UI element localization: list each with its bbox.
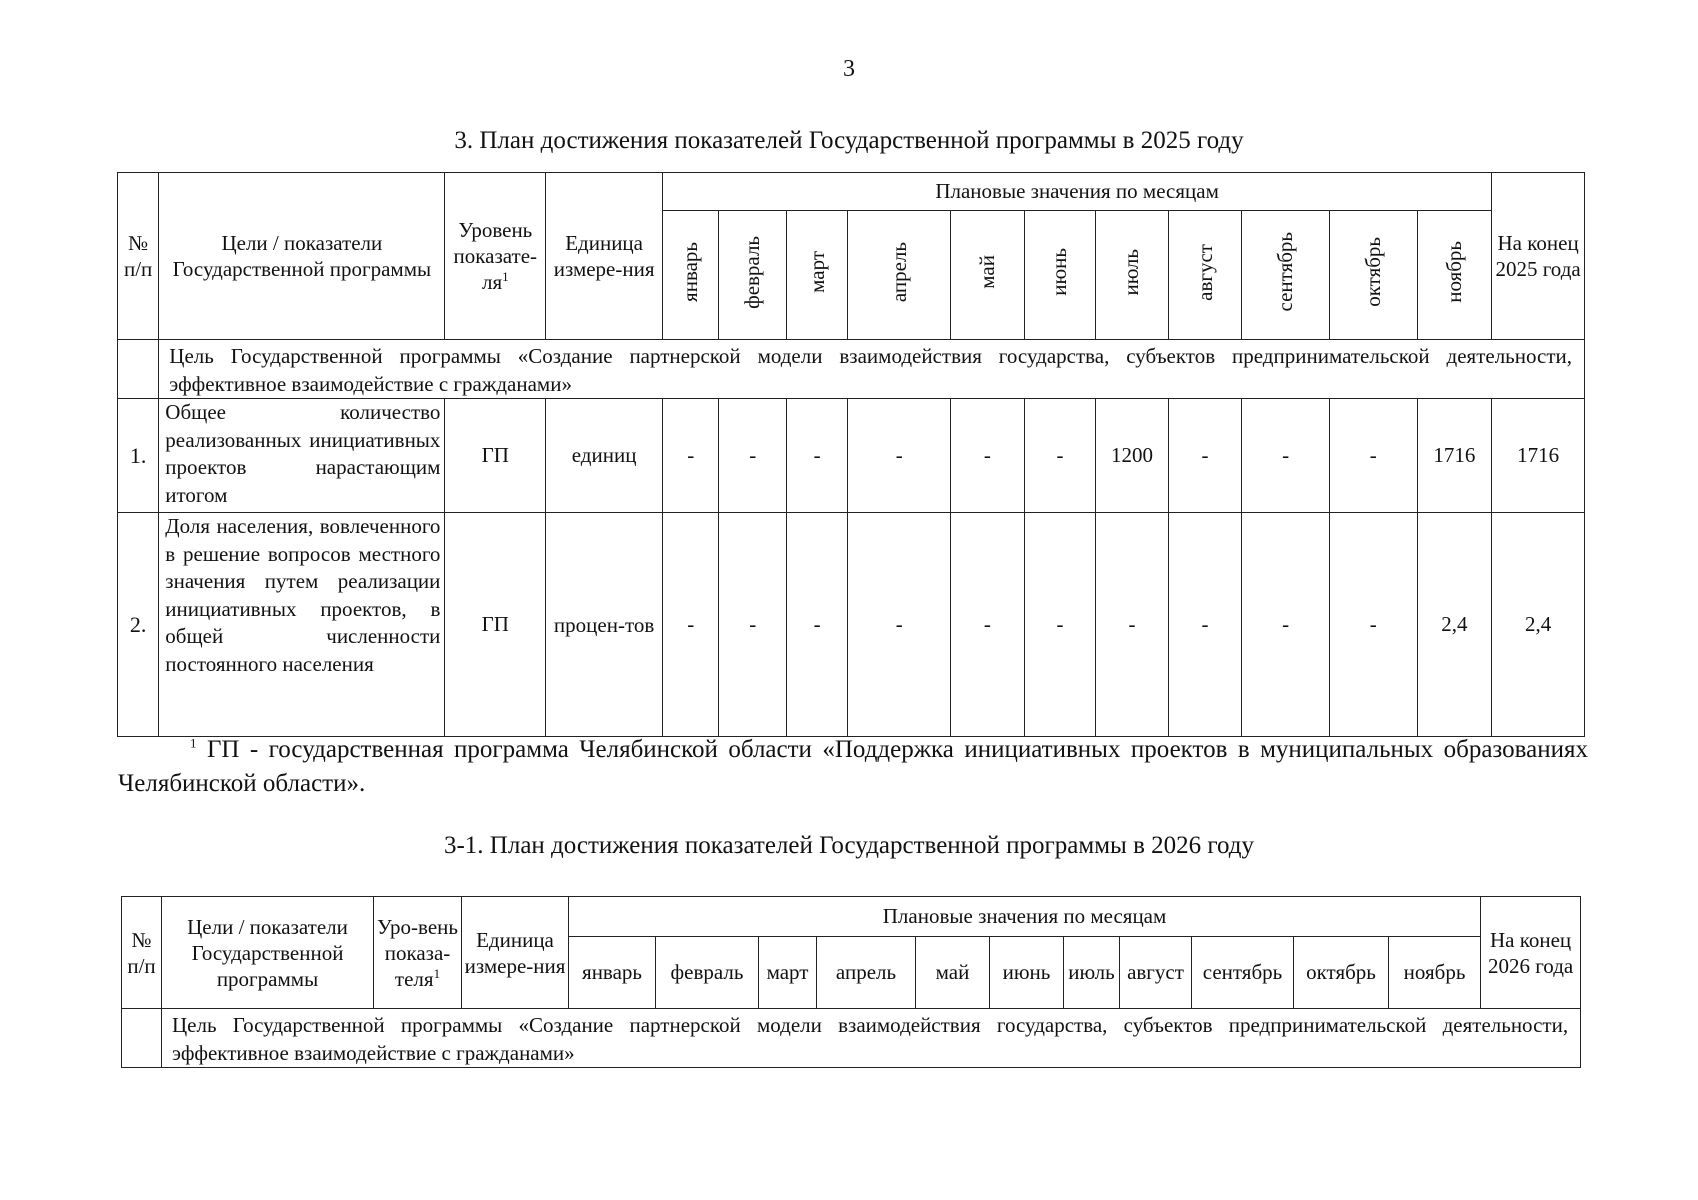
month-value: - <box>1242 513 1330 737</box>
footnote-text: ГП - государственная программа Челябинской области «Поддержка инициативных проектов в муниципальных образованиях Челябинской области». <box>118 736 1588 797</box>
month-header: май <box>916 937 990 1009</box>
month-header: ноябрь <box>1389 937 1481 1009</box>
month-value: - <box>786 399 847 513</box>
header-num: № п/п <box>118 173 159 340</box>
goal-num-cell <box>118 340 159 399</box>
header-goals: Цели / показатели Государственной программы <box>162 897 374 1009</box>
header-num: № п/п <box>122 897 162 1009</box>
header-level: Уровень показате-$ля^1$ <box>445 173 546 340</box>
month-value: - <box>951 399 1025 513</box>
section-1-heading: 3. План достижения показателей Государственной программы в 2025 году <box>454 127 1244 154</box>
month-value: 2,4 <box>1417 513 1492 737</box>
header-end: На конец 2026 года <box>1481 897 1581 1009</box>
plan-2026-table <box>121 896 1581 1068</box>
month-header: февраль <box>719 211 787 340</box>
page-number: 3 <box>843 56 855 82</box>
month-header: август <box>1168 211 1242 340</box>
row-num: 1. <box>118 399 159 513</box>
indicator-level: ГП <box>445 399 546 513</box>
month-value: - <box>663 399 719 513</box>
month-value: - <box>951 513 1025 737</box>
month-value: - <box>663 513 719 737</box>
footnote <box>118 733 1588 801</box>
month-value: - <box>1329 399 1417 513</box>
month-header: январь <box>569 937 656 1009</box>
month-value: - <box>1096 513 1169 737</box>
month-header: ноябрь <box>1417 211 1492 340</box>
end-value: 2,4 <box>1492 513 1585 737</box>
month-header: май <box>951 211 1025 340</box>
end-value: 1716 <box>1492 399 1585 513</box>
header-monthly: Плановые значения по месяцам <box>663 173 1492 211</box>
month-value: 1716 <box>1417 399 1492 513</box>
month-value: - <box>1329 513 1417 737</box>
goal-num-cell <box>122 1009 162 1068</box>
month-value: - <box>719 513 787 737</box>
month-header: июль <box>1096 211 1169 340</box>
indicator-unit: единиц <box>546 399 663 513</box>
header-unit: Единица измере-ния <box>462 897 569 1009</box>
header-end: На конец 2025 года <box>1492 173 1585 340</box>
month-header: июнь <box>1024 211 1096 340</box>
indicator-name: Общее количество реализованных инициативных проектов нарастающим итогом <box>159 399 445 513</box>
goal-text: Цель Государственной программы «Создание партнерской модели взаимодействия государства, субъектов предпринимательской деятельности, эффективное взаимодействие с гражданами» <box>162 1009 1581 1068</box>
month-value: - <box>786 513 847 737</box>
goal-text: Цель Государственной программы «Создание партнерской модели взаимодействия государства, субъектов предпринимательской деятельности, эффективное взаимодействие с гражданами» <box>159 340 1585 399</box>
month-value: - <box>848 399 951 513</box>
month-header: февраль <box>656 937 759 1009</box>
table-row <box>118 399 1585 513</box>
month-value: - <box>719 399 787 513</box>
month-value: - <box>1168 399 1242 513</box>
month-value: - <box>848 513 951 737</box>
month-header: октябрь <box>1294 937 1389 1009</box>
month-header: январь <box>663 211 719 340</box>
month-header: апрель <box>817 937 916 1009</box>
month-header: август <box>1120 937 1192 1009</box>
header-level: Уро-вень показа-теля$^1$ <box>374 897 462 1009</box>
month-header: сентябрь <box>1192 937 1294 1009</box>
month-header: июль <box>1064 937 1120 1009</box>
header-monthly: Плановые значения по месяцам <box>569 897 1481 937</box>
month-value: - <box>1024 399 1096 513</box>
indicator-level: ГП <box>445 513 546 737</box>
month-value: - <box>1242 399 1330 513</box>
row-num: 2. <box>118 513 159 737</box>
plan-2025-table <box>117 172 1585 737</box>
month-header: март <box>786 211 847 340</box>
footnote-mark: 1 <box>190 735 197 751</box>
month-header: апрель <box>848 211 951 340</box>
month-header: март <box>759 937 817 1009</box>
indicator-unit: процен-тов <box>546 513 663 737</box>
month-header: июнь <box>990 937 1064 1009</box>
month-value: 1200 <box>1096 399 1169 513</box>
month-header: сентябрь <box>1242 211 1330 340</box>
month-header: октябрь <box>1329 211 1417 340</box>
header-unit: Единица измере-ния <box>546 173 663 340</box>
section-2-heading: 3-1. План достижения показателей Государственной программы в 2026 году <box>443 832 1255 859</box>
month-value: - <box>1168 513 1242 737</box>
header-goals: Цели / показатели Государственной программы <box>159 173 445 340</box>
table-row <box>118 513 1585 737</box>
month-value: - <box>1024 513 1096 737</box>
indicator-name: Доля населения, вовлеченного в решение вопросов местного значения путем реализации инициативных проектов, в общей численности постоянного населения <box>159 513 445 737</box>
